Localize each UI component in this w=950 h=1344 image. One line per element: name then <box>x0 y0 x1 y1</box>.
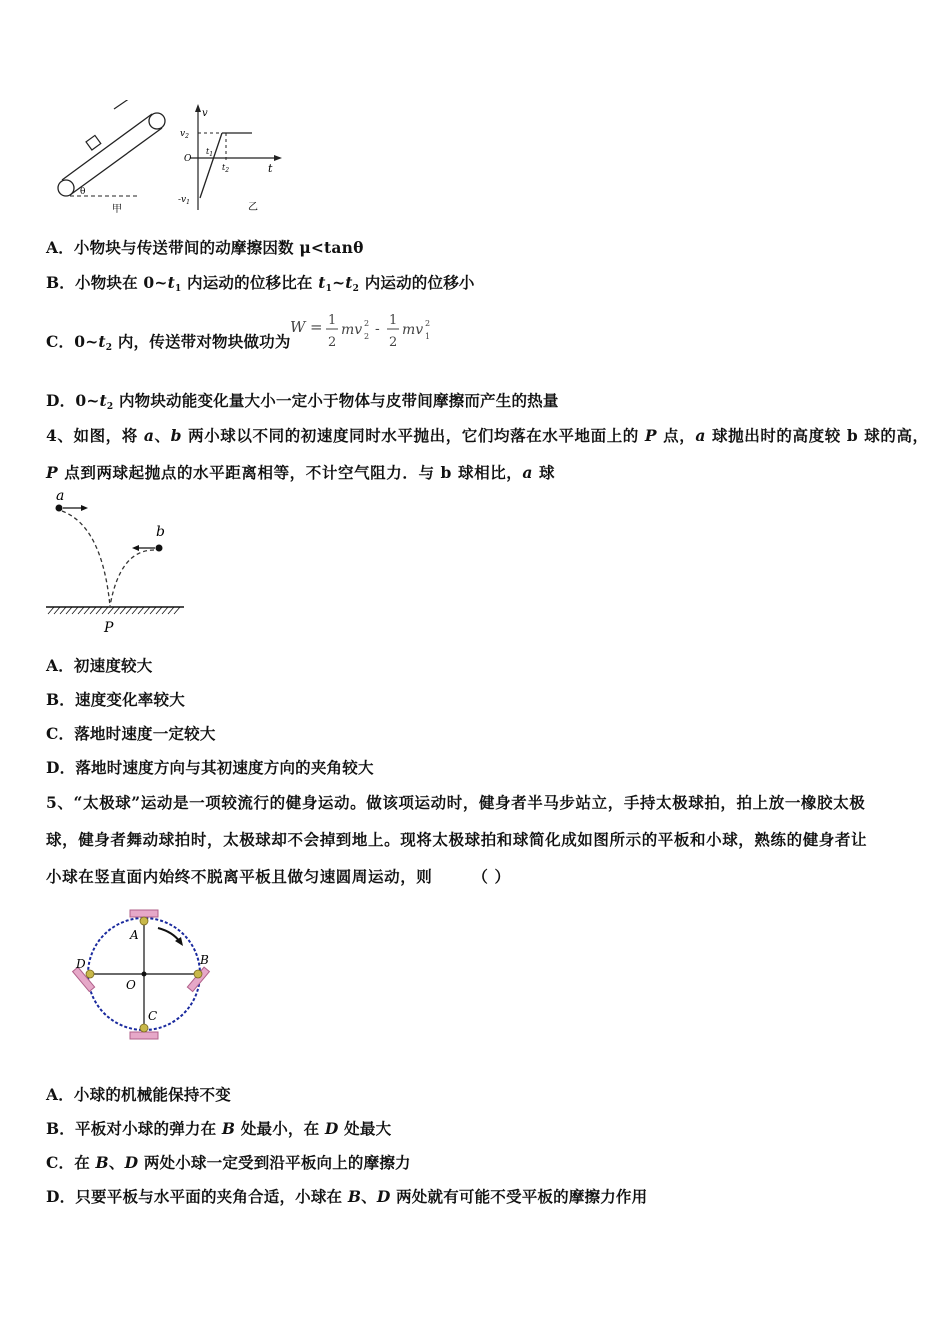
ball-b <box>156 545 163 552</box>
q5-option-c: C．在 B、D 两处小球一定受到沿平板向上的摩擦力 <box>46 1153 411 1172</box>
svg-text:2: 2 <box>328 335 337 350</box>
point-b-label: B <box>200 953 209 967</box>
svg-text:W: W <box>290 318 306 336</box>
point-p-label: P <box>104 620 114 636</box>
svg-text:-: - <box>375 321 380 337</box>
svg-text:=: = <box>310 318 323 336</box>
projectile-figure <box>44 486 194 636</box>
taiji-figure <box>68 906 224 1046</box>
q5-option-d: D．只要平板与水平面的夹角合适，小球在 B、D 两处就有可能不受平板的摩擦力作用 <box>46 1187 648 1206</box>
center-o-label: O <box>126 978 136 992</box>
label-yi: 乙 <box>248 202 258 213</box>
ball-a-label: a <box>56 488 65 504</box>
svg-text:mv: mv <box>341 322 363 338</box>
theta-label: θ <box>80 187 86 197</box>
q4-option-d: D．落地时速度方向与其初速度方向的夹角较大 <box>46 758 374 777</box>
v-axis-label: v <box>202 108 208 119</box>
point-a-label: A <box>130 928 139 942</box>
neg-v1-label: $-v_1$ <box>178 195 190 206</box>
t-axis-label: t <box>268 162 273 175</box>
svg-text:1: 1 <box>425 332 431 341</box>
point-d-label: D <box>76 957 86 971</box>
work-formula <box>288 310 438 352</box>
svg-text:2: 2 <box>389 335 398 350</box>
q3-option-d: D．$0\sim t_2$ 内物块动能变化量大小一定小于物体与皮带间摩擦而产生的热量 <box>46 391 559 412</box>
q3-option-a: A．小物块与传送带间的动摩擦因数 μ<tanθ <box>46 238 364 257</box>
q4-option-a: A．初速度较大 <box>46 656 153 675</box>
paddle-c <box>130 1032 158 1039</box>
conveyor-figure <box>50 100 290 220</box>
label-jia: 甲 <box>112 204 122 215</box>
ball-b-label: b <box>156 524 165 540</box>
v2-label: $v_2$ <box>180 129 189 140</box>
q4-stem-line2: P 点到两球起抛点的水平距离相等，不计空气阻力．与 b 球相比，a 球 <box>46 463 556 482</box>
ball-a <box>56 505 63 512</box>
q4-option-b: B．速度变化率较大 <box>46 690 185 709</box>
q5-option-b: B．平板对小球的弹力在 B 处最小，在 D 处最大 <box>46 1119 392 1138</box>
svg-text:2: 2 <box>364 332 370 341</box>
svg-text:2: 2 <box>425 319 431 328</box>
svg-text:mv: mv <box>402 322 424 338</box>
svg-text:1: 1 <box>389 313 398 328</box>
svg-text:2: 2 <box>364 319 370 328</box>
q3-option-b: B．小物块在 $0\sim t_1$ 内运动的位移比在 $t_1\sim t_2$ 内运动的位移小 <box>46 273 475 294</box>
q3-option-c: C．$0\sim t_2$ 内，传送带对物块做功为 <box>46 332 291 353</box>
q4-stem-line1: 4、如图，将 a、b 两小球以不同的初速度同时水平抛出，它们均落在水平地面上的 P 点，a 球抛出时的高度较 b 球的高， <box>46 426 929 445</box>
q5-stem-line1: 5、“太极球”运动是一项较流行的健身运动。做该项运动时，健身者半马步站立，手持太极球拍，拍上放一橡胶太极 <box>46 793 866 812</box>
q5-stem-line2: 球，健身者舞动球拍时，太极球却不会掉到地上。现将太极球拍和球简化成如图所示的平板和小球，熟练的健身者让 <box>46 830 868 849</box>
t2-label: $t_2$ <box>222 163 230 174</box>
svg-text:1: 1 <box>328 313 337 328</box>
origin-label: O <box>184 154 192 164</box>
q5-stem-line3: 小球在竖直面内始终不脱离平板且做匀速圆周运动，则 （ ） <box>46 867 511 886</box>
point-c-label: C <box>148 1009 158 1023</box>
q4-option-c: C．落地时速度一定较大 <box>46 724 216 743</box>
paddle-a <box>130 910 158 917</box>
t1-label: $t_1$ <box>206 147 214 158</box>
q5-option-a: A．小球的机械能保持不变 <box>46 1085 231 1104</box>
